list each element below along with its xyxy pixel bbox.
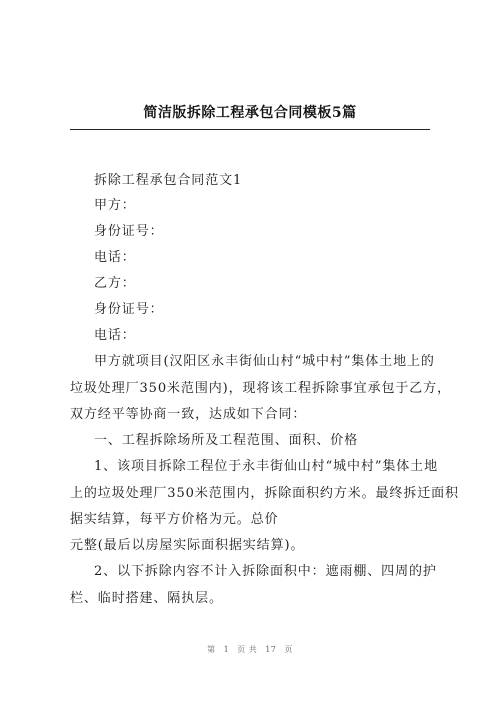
party-b-id-label: 身份证号： (94, 302, 164, 317)
section-heading: 拆除工程承包合同范文1 (94, 173, 243, 188)
paragraph-line: 元整(最后以房屋实际面积据实结算)。 (70, 538, 305, 553)
party-a-phone-label: 电话： (94, 250, 136, 265)
party-b-label: 乙方： (94, 276, 136, 291)
party-a-id-label: 身份证号： (94, 224, 164, 239)
footer-total-pages: 17 (265, 645, 277, 654)
title-divider (70, 129, 430, 130)
paragraph-line: 2、以下拆除内容不计入拆除面积中：遮雨棚、四周的护 (94, 564, 437, 579)
footer-page-number: 1 (223, 645, 230, 654)
paragraph-line: 双方经平等协商一致，达成如下合同： (70, 407, 307, 422)
party-a-label: 甲方： (94, 198, 136, 213)
paragraph-line: 栏、临时搭建、隔执层。 (70, 591, 223, 606)
paragraph-line: 1、该项目拆除工程位于永丰街仙山村“城中村”集体土地 (94, 459, 438, 474)
paragraph-line: 垃圾处理厂350米范围内)，现将该工程拆除事宜承包于乙方， (70, 381, 451, 396)
footer-prefix: 第 (207, 645, 216, 654)
clause-heading: 一、工程拆除场所及工程范围、面积、价格 (94, 433, 359, 448)
footer-suffix: 页 (284, 645, 293, 654)
paragraph-line: 甲方就项目(汉阳区永丰街仙山村“城中村”集体土地上的 (94, 354, 435, 369)
paragraph-line: 据实结算，每平方价格为元。总价 (70, 512, 279, 527)
page-footer (0, 644, 500, 655)
party-b-phone-label: 电话： (94, 328, 136, 343)
document-title: 简洁版拆除工程承包合同模板5篇 (143, 105, 357, 121)
paragraph-line: 上的垃圾处理厂350米范围内，拆除面积约方米。最终拆迁面积 (70, 486, 459, 501)
footer-middle: 页 共 (237, 645, 258, 654)
